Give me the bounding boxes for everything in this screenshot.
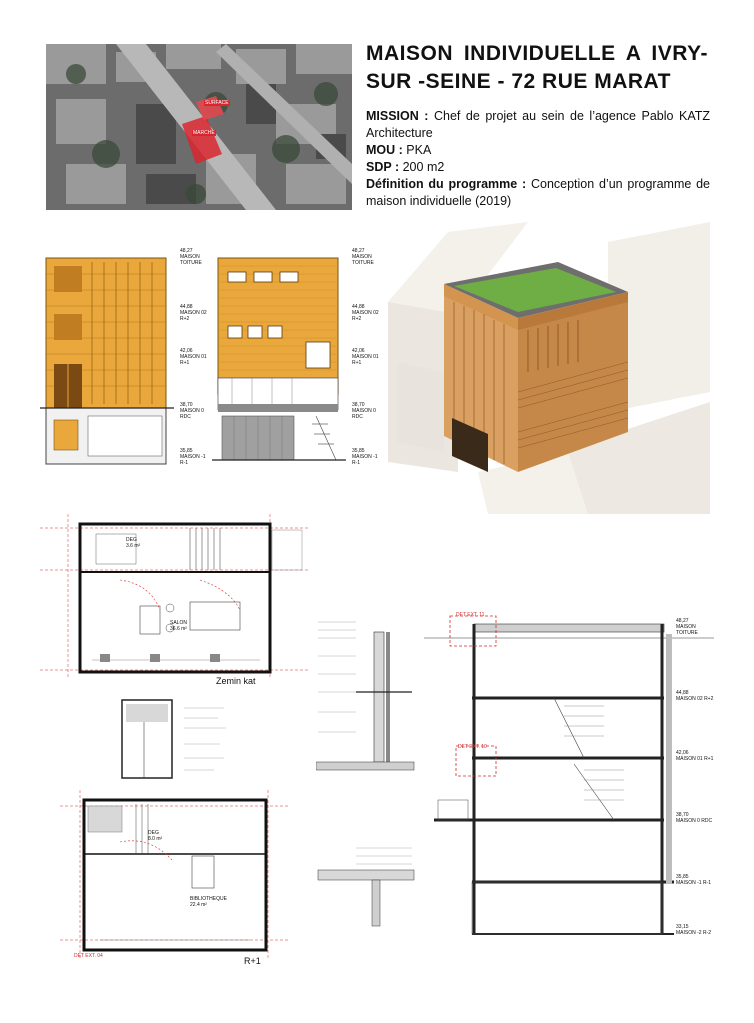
detail-drawing-corner [114, 694, 274, 786]
level-label: 48,27 MAISON TOITURE [676, 618, 698, 636]
plan-caption: Zemin kat [216, 676, 256, 686]
info-sdp: SDP : 200 m2 [366, 160, 445, 174]
plan-ground-floor [40, 510, 310, 692]
room-label-bibliotheque: BIBLIOTHEQUE 22.4 m² [190, 896, 227, 908]
detail-callout: DET EXT. 10 [458, 744, 487, 750]
axonometric-render [388, 222, 710, 514]
wall-detail-top [316, 612, 416, 782]
aerial-site-photo [46, 44, 352, 210]
level-label: 44,88 MAISON 02 R+2 [676, 690, 714, 702]
level-label: 42,06 MAISON 01 R+1 [352, 348, 379, 366]
info-mission: MISSION : Chef de projet au sein de l’agence Pablo KATZ Architecture [366, 109, 710, 140]
level-label: 35,85 MAISON -1 R-1 [180, 448, 206, 466]
level-label: 42,06 MAISON 01 R+1 [180, 348, 207, 366]
elevation-street [40, 244, 210, 480]
wall-detail-bottom [316, 840, 416, 930]
level-label: 42,06 MAISON 01 R+1 [676, 750, 714, 762]
plan-caption: R+1 [244, 956, 261, 966]
room-label-deg: DEG 8.0 m² [148, 830, 163, 842]
level-label: 38,70 MAISON 0 RDC [180, 402, 204, 420]
level-label: 44,88 MAISON 02 R+2 [352, 304, 379, 322]
room-label-deg: DEG 3.6 m² [126, 537, 141, 549]
level-label: 35,85 MAISON -1 R-1 [352, 448, 378, 466]
project-info [366, 108, 710, 210]
aerial-label-surface: SURFACE [205, 100, 229, 106]
level-label: 48,27 MAISON TOITURE [180, 248, 202, 266]
level-label: 38,70 MAISON 0 RDC [352, 402, 376, 420]
aerial-label-marche: MARCHE [193, 130, 215, 136]
level-label: 38,70 MAISON 0 RDC [676, 812, 713, 824]
info-programme: Définition du programme : Conception d’un programme de maison individuelle (2019) [366, 177, 710, 208]
level-label: 44,88 MAISON 02 R+2 [180, 304, 207, 322]
room-label-salon: SALON 36.6 m² [170, 620, 187, 632]
building-section [424, 594, 714, 954]
level-label: 48,27 MAISON TOITURE [352, 248, 374, 266]
plan-first-floor [40, 790, 290, 972]
level-label: 35,85 MAISON -1 R-1 [676, 874, 712, 886]
page-title: MAISON INDIVIDUELLE A IVRY-SUR -SEINE - 72 RUE MARAT [366, 42, 708, 93]
elevation-garden [212, 244, 382, 480]
detail-callout: DET EXT. 04 [74, 953, 103, 959]
level-label: 33,15 MAISON -2 R-2 [676, 924, 712, 936]
info-mou: MOU : PKA [366, 143, 432, 157]
detail-callout: DET EXT. 11 [456, 612, 485, 618]
